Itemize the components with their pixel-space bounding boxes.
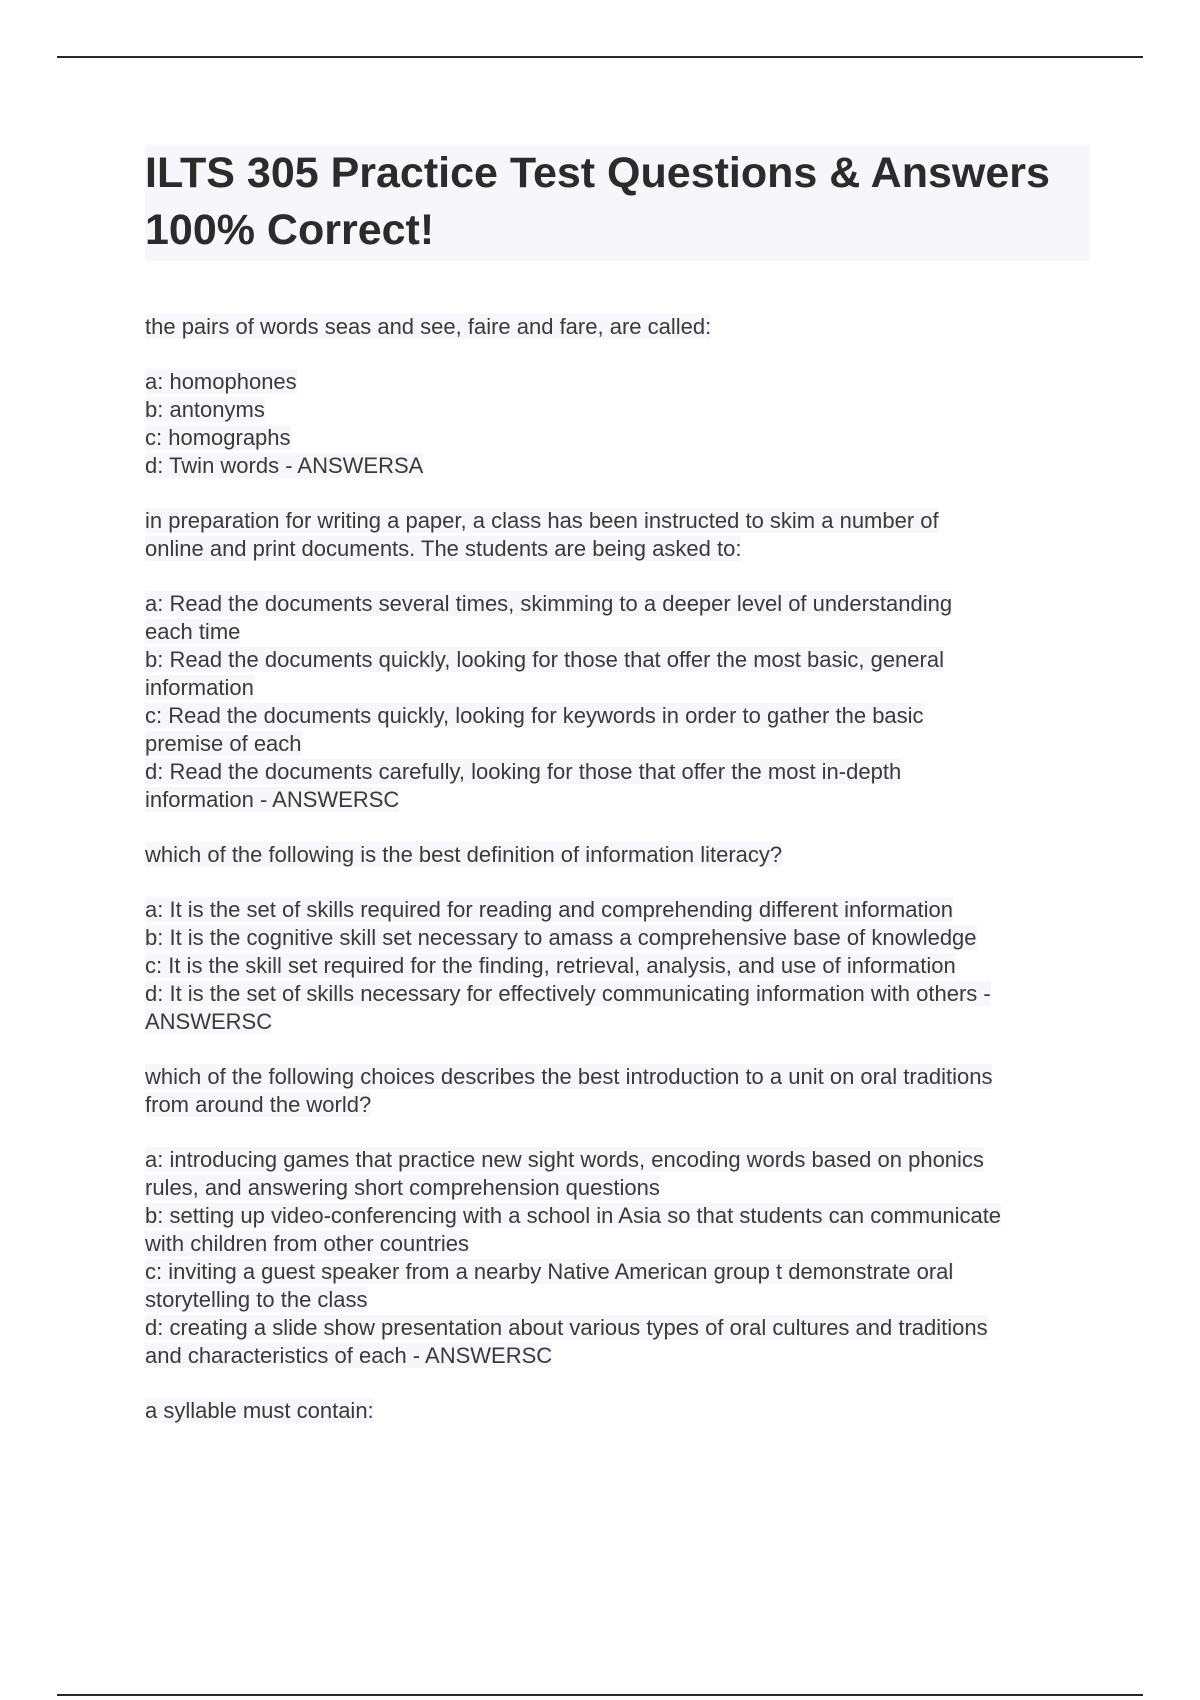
answer-option-line: [145, 452, 1090, 480]
answer-option-text: d: Read the documents carefully, looking for those that offer the most in-depth: [145, 759, 902, 784]
question-prompt-text: a syllable must contain:: [145, 1398, 374, 1423]
answer-option-line: [145, 1258, 1090, 1286]
answer-option-text: c: homographs: [145, 425, 291, 450]
answer-option-text: c: Read the documents quickly, looking for keywords in order to gather the basic: [145, 703, 924, 728]
answer-option-text: a: It is the set of skills required for reading and comprehending different information: [145, 897, 953, 922]
question-prompt-line: [145, 535, 1090, 563]
answer-option-line: [145, 1202, 1090, 1230]
document-title: ILTS 305 Practice Test Questions & Answers 100% Correct!: [145, 149, 1050, 254]
answer-option-text: d: creating a slide show presentation about various types of oral cultures and traditions: [145, 1315, 988, 1340]
question-prompt-line: [145, 1063, 1090, 1091]
question-prompt-text: in preparation for writing a paper, a class has been instructed to skim a number of: [145, 508, 939, 533]
answer-option-line: [145, 1230, 1090, 1258]
answer-option-text: b: Read the documents quickly, looking for those that offer the most basic, general: [145, 647, 944, 672]
answer-option-text: a: Read the documents several times, skimming to a deeper level of understanding: [145, 591, 953, 616]
answer-option-line: [145, 730, 1090, 758]
answer-option-text: c: inviting a guest speaker from a nearby Native American group t demonstrate oral: [145, 1259, 954, 1284]
answer-option-line: [145, 952, 1090, 980]
answer-option-text: storytelling to the class: [145, 1287, 368, 1312]
answer-option-line: [145, 1174, 1090, 1202]
answer-option-line: [145, 896, 1090, 924]
top-rule: [57, 56, 1143, 58]
answer-option-line: [145, 1008, 1090, 1036]
answer-option-text: a: introducing games that practice new sight words, encoding words based on phonics: [145, 1147, 984, 1172]
question-block: [145, 1397, 1090, 1425]
question-prompt-text: which of the following is the best definition of information literacy?: [145, 842, 783, 867]
answer-option-line: [145, 424, 1090, 452]
answer-option-line: [145, 1314, 1090, 1342]
question-block: [145, 313, 1090, 480]
question-block: [145, 841, 1090, 1036]
question-prompt-line: [145, 313, 1090, 341]
answer-option-text: rules, and answering short comprehension questions: [145, 1175, 660, 1200]
question-prompt-line: [145, 1397, 1090, 1425]
answer-option-line: [145, 786, 1090, 814]
answer-option-line: [145, 674, 1090, 702]
answer-option-line: [145, 980, 1090, 1008]
answer-option-text: b: antonyms: [145, 397, 265, 422]
question-block: [145, 507, 1090, 814]
answer-option-text: information: [145, 675, 254, 700]
question-prompt-line: [145, 1091, 1090, 1119]
question-prompt-text: from around the world?: [145, 1092, 372, 1117]
answer-option-text: with children from other countries: [145, 1231, 470, 1256]
answer-option-text: premise of each: [145, 731, 302, 756]
answer-option-text: and characteristics of each - ANSWERSC: [145, 1343, 553, 1368]
question-prompt-text: the pairs of words seas and see, faire and fare, are called:: [145, 314, 712, 339]
answer-option-line: [145, 590, 1090, 618]
answer-option-line: [145, 1342, 1090, 1370]
answer-option-text: information - ANSWERSC: [145, 787, 400, 812]
answer-option-text: ANSWERSC: [145, 1009, 273, 1034]
question-prompt-text: which of the following choices describes the best introduction to a unit on oral traditions: [145, 1064, 993, 1089]
answer-option-text: c: It is the skill set required for the finding, retrieval, analysis, and use of information: [145, 953, 956, 978]
answer-option-text: a: homophones: [145, 369, 297, 394]
answer-option-line: [145, 1146, 1090, 1174]
question-list: [145, 313, 1090, 1425]
answer-option-line: [145, 758, 1090, 786]
question-block: [145, 1063, 1090, 1370]
answer-option-line: [145, 396, 1090, 424]
answer-option-text: d: Twin words - ANSWERSA: [145, 453, 424, 478]
answer-option-line: [145, 368, 1090, 396]
answer-option-line: [145, 1286, 1090, 1314]
answer-option-text: each time: [145, 619, 241, 644]
question-prompt-line: [145, 507, 1090, 535]
answer-option-text: d: It is the set of skills necessary for effectively communicating information with others -: [145, 981, 991, 1006]
answer-option-line: [145, 702, 1090, 730]
document-body: [145, 145, 1090, 1425]
answer-option-text: b: It is the cognitive skill set necessary to amass a comprehensive base of knowledge: [145, 925, 977, 950]
question-prompt-line: [145, 841, 1090, 869]
answer-option-line: [145, 618, 1090, 646]
answer-option-line: [145, 646, 1090, 674]
title-box: [145, 145, 1090, 261]
answer-option-line: [145, 924, 1090, 952]
answer-option-text: b: setting up video-conferencing with a school in Asia so that students can communicate: [145, 1203, 1002, 1228]
question-prompt-text: online and print documents. The students are being asked to:: [145, 536, 742, 561]
bottom-rule: [57, 1694, 1143, 1696]
